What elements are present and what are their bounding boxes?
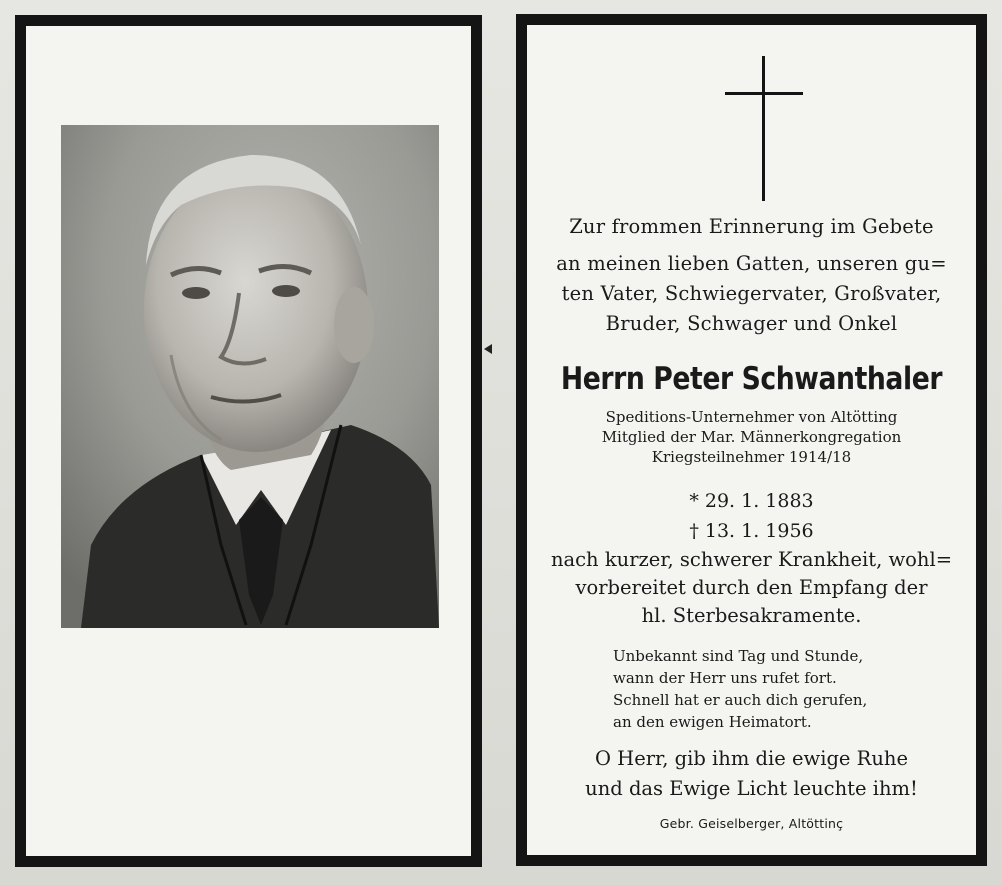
intro-line: an meinen lieben Gatten, unseren gu= xyxy=(556,252,947,275)
intro-line: ten Vater, Schwiegervater, Großvater, xyxy=(561,282,942,305)
verse-line: wann der Herr uns rufet fort. xyxy=(613,669,837,687)
verse-line: an den ewigen Heimatort. xyxy=(613,713,812,731)
illness-line: hl. Sterbesakramente. xyxy=(641,604,862,627)
fold-mark xyxy=(484,344,492,354)
right-panel xyxy=(516,14,987,866)
dates xyxy=(527,486,976,546)
titles-text xyxy=(527,407,976,467)
prayer-text xyxy=(527,744,976,804)
left-panel xyxy=(15,15,482,867)
latin-cross-icon xyxy=(725,56,805,201)
verse-line: Unbekannt sind Tag und Stunde, xyxy=(613,647,864,665)
verse-line: Schnell hat er auch dich gerufen, xyxy=(613,691,868,709)
title-line: Mitglied der Mar. Männerkongregation xyxy=(601,428,902,446)
title-line: Kriegsteilnehmer 1914/18 xyxy=(651,448,852,466)
illness-line: nach kurzer, schwerer Krankheit, wohl= xyxy=(550,548,953,571)
illness-line: vorbereitet durch den Empfang der xyxy=(575,576,928,599)
verse-text xyxy=(613,645,953,733)
intro-line: Zur frommen Erinnerung im Gebete xyxy=(569,215,934,238)
deceased-name: Herrn Peter Schwanthaler xyxy=(560,361,943,397)
illness-text xyxy=(527,546,976,630)
portrait-illustration xyxy=(61,125,439,628)
prayer-line: O Herr, gib ihm die ewige Ruhe xyxy=(595,747,908,770)
intro-text xyxy=(527,212,976,339)
prayer-line: und das Ewige Licht leuchte ihm! xyxy=(585,777,918,800)
portrait-photo xyxy=(61,125,439,628)
printer-credit: Gebr. Geiselberger, Altöttinç xyxy=(659,816,844,831)
title-line: Speditions-Unternehmer von Altötting xyxy=(605,408,898,426)
death-date: † 13. 1. 1956 xyxy=(689,520,814,542)
intro-line: Bruder, Schwager und Onkel xyxy=(605,312,898,335)
birth-date: * 29. 1. 1883 xyxy=(689,490,814,512)
